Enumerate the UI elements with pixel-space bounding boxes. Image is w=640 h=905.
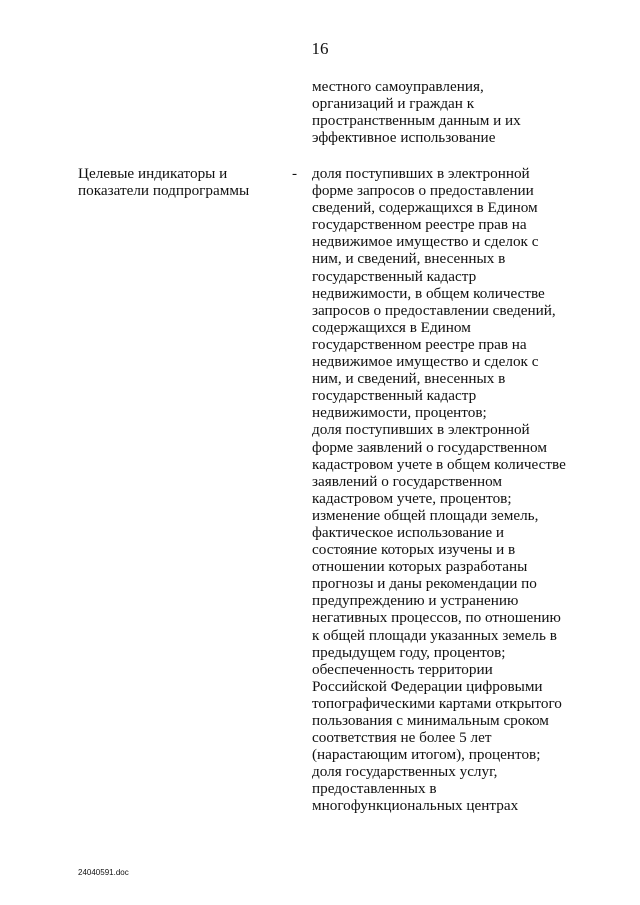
body-line: недвижимости, в общем количестве (312, 284, 545, 302)
body-line: предыдущем году, процентов; (312, 643, 506, 661)
body-line: содержащихся в Едином (312, 318, 471, 336)
section-label (78, 165, 278, 199)
body-line: состояние которых изучены и в (312, 541, 516, 559)
footer-doc-code: 24040591.doc (78, 868, 129, 877)
body-line: кадастровом учете, процентов; (312, 489, 512, 507)
body-line: недвижимое имущество и сделок с (312, 233, 539, 251)
body-line: заявлений о государственном (312, 472, 503, 490)
body-line: фактическое использование и (312, 523, 504, 541)
body-line: государственном реестре прав на (312, 216, 527, 234)
body-line: форме заявлений о государственном (312, 438, 547, 456)
body-line: (нарастающим итогом), процентов; (312, 746, 541, 764)
body-line: ним, и сведений, внесенных в (312, 250, 506, 268)
body-line: государственный кадастр (312, 387, 477, 405)
indicators-text (312, 165, 572, 815)
body-line: Российской Федерации цифровыми (312, 677, 543, 695)
body-line: кадастровом учете в общем количестве (312, 455, 566, 473)
continuation-text (312, 78, 572, 146)
section-label-line: Целевые индикаторы и (78, 165, 228, 182)
body-line: форме запросов о предоставлении (312, 182, 534, 200)
body-line: многофункциональных центрах (312, 797, 519, 815)
body-line: топографическими картами открытого (312, 694, 562, 712)
continuation-line: организаций и граждан к (312, 95, 475, 113)
body-line: ним, и сведений, внесенных в (312, 370, 506, 388)
body-line: обеспеченность территории (312, 660, 493, 678)
section-label-line: показатели подпрограммы (78, 182, 250, 200)
body-line: предоставленных в (312, 780, 437, 798)
continuation-line: эффективное использование (312, 129, 496, 147)
body-line: государственном реестре прав на (312, 335, 527, 353)
body-line: запросов о предоставлении сведений, (312, 301, 556, 319)
body-line: предупреждению и устранению (312, 592, 519, 610)
body-line: доля поступивших в электронной (312, 165, 530, 182)
body-line: пользования с минимальным сроком (312, 712, 549, 729)
body-line: к общей площади указанных земель в (312, 626, 557, 644)
body-line: доля государственных услуг, (312, 763, 498, 781)
body-line: недвижимости, процентов; (312, 404, 487, 422)
page-number: 16 (311, 39, 329, 58)
body-line: сведений, содержащихся в Едином (312, 199, 538, 217)
body-line: прогнозы и даны рекомендации по (312, 575, 537, 593)
body-line: изменение общей площади земель, (312, 506, 539, 524)
continuation-line: пространственным данным и их (312, 112, 521, 130)
continuation-line: местного самоуправления, (312, 78, 484, 95)
separator-dash: - (292, 165, 298, 182)
body-line: отношении которых разработаны (312, 558, 528, 576)
body-line: государственный кадастр (312, 267, 477, 285)
body-line: недвижимое имущество и сделок с (312, 353, 539, 371)
body-line: доля поступивших в электронной (312, 421, 530, 439)
body-line: соответствия не более 5 лет (312, 729, 492, 747)
body-line: негативных процессов, по отношению (312, 609, 561, 627)
